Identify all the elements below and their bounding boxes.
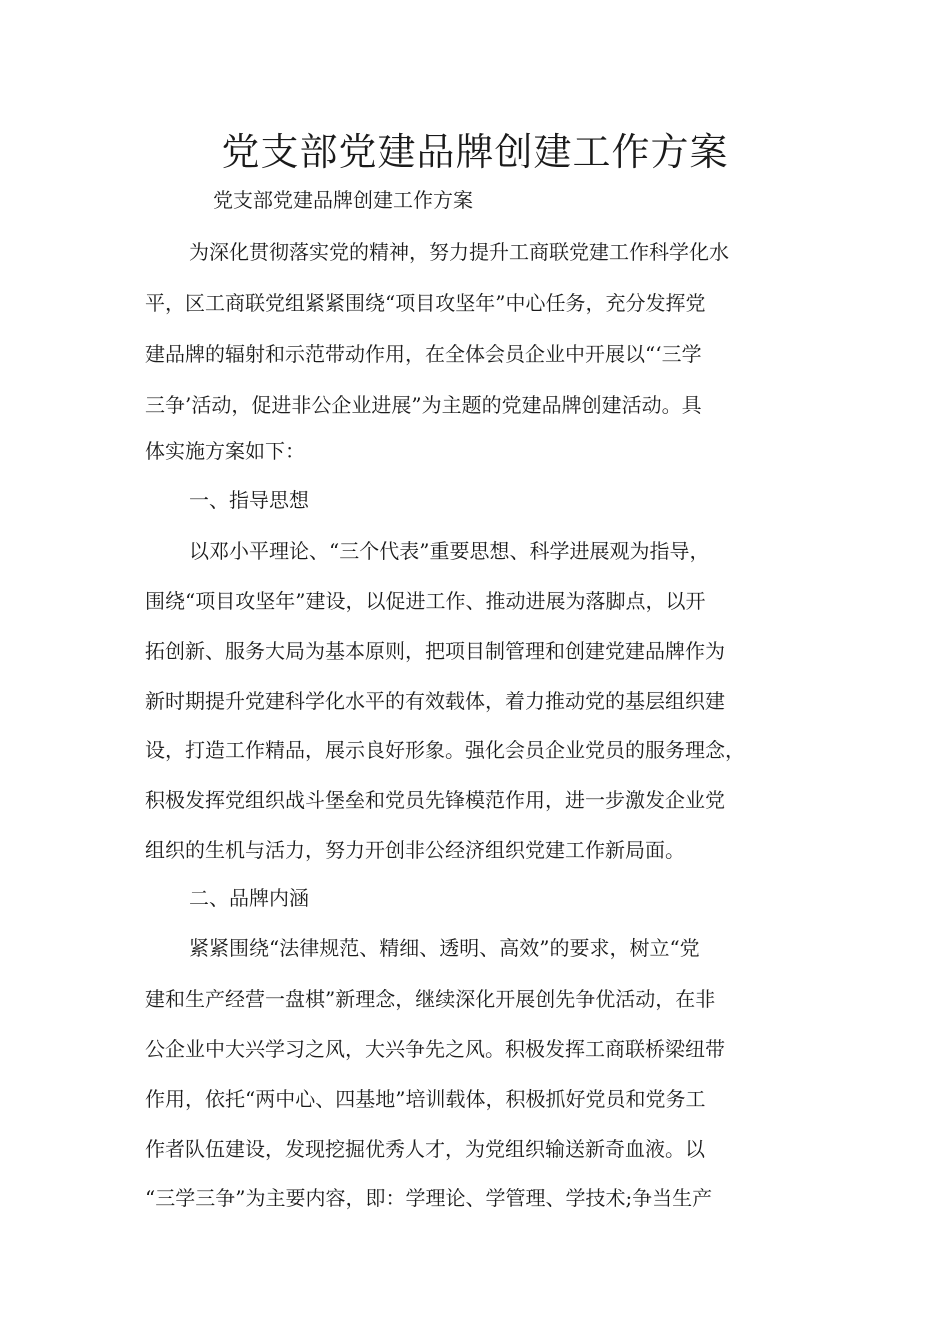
- paragraph-line: 为深化贯彻落实党的精神，努力提升工商联党建工作科学化水: [189, 240, 729, 264]
- paragraph-line: 作者队伍建设，发现挖掘优秀人才，为党组织输送新奇血液。以: [145, 1137, 705, 1161]
- paragraph-line: 以邓小平理论、“三个代表”重要思想、科学进展观为指导，: [189, 539, 710, 563]
- paragraph-line: 平，区工商联党组紧紧围绕“项目攻坚年”中心任务，充分发挥党: [145, 291, 706, 315]
- section-heading: 一、指导思想: [189, 488, 309, 512]
- section-heading: 二、品牌内涵: [189, 886, 309, 910]
- paragraph-line: 拓创新、服务大局为基本原则，把项目制管理和创建党建品牌作为: [145, 639, 725, 663]
- paragraph-line: 建和生产经营一盘棋”新理念，继续深化开展创先争优活动，在非: [145, 987, 716, 1011]
- paragraph-line: “三学三争”为主要内容，即：学理论、学管理、学技术;争当生产: [145, 1186, 713, 1210]
- paragraph-line: 设，打造工作精品，展示良好形象。强化会员企业党员的服务理念，: [145, 738, 745, 762]
- paragraph-line: 组织的生机与活力，努力开创非公经济组织党建工作新局面。: [145, 838, 685, 862]
- paragraph-line: 新时期提升党建科学化水平的有效载体，着力推动党的基层组织建: [145, 689, 725, 713]
- paragraph-line: 作用，依托“两中心、四基地”培训载体，积极抓好党员和党务工: [145, 1087, 706, 1111]
- paragraph-line: 体实施方案如下：: [145, 439, 305, 463]
- paragraph-line: 围绕“项目攻坚年”建设，以促进工作、推动进展为落脚点，以开: [145, 589, 706, 613]
- paragraph-line: 紧紧围绕“法律规范、精细、透明、高效”的要求，树立“党: [189, 936, 700, 960]
- paragraph-line: 公企业中大兴学习之风，大兴争先之风。积极发挥工商联桥梁纽带: [145, 1037, 725, 1061]
- paragraph-line: 积极发挥党组织战斗堡垒和党员先锋模范作用，进一步激发企业党: [145, 788, 725, 812]
- document-title: 党支部党建品牌创建工作方案: [221, 130, 729, 174]
- paragraph-line: 三争’活动，促进非公企业进展”为主题的党建品牌创建活动。具: [145, 393, 702, 417]
- paragraph-line: 建品牌的辐射和示范带动作用，在全体会员企业中开展以“‘三学: [145, 342, 702, 366]
- document-subtitle: 党支部党建品牌创建工作方案: [213, 188, 473, 212]
